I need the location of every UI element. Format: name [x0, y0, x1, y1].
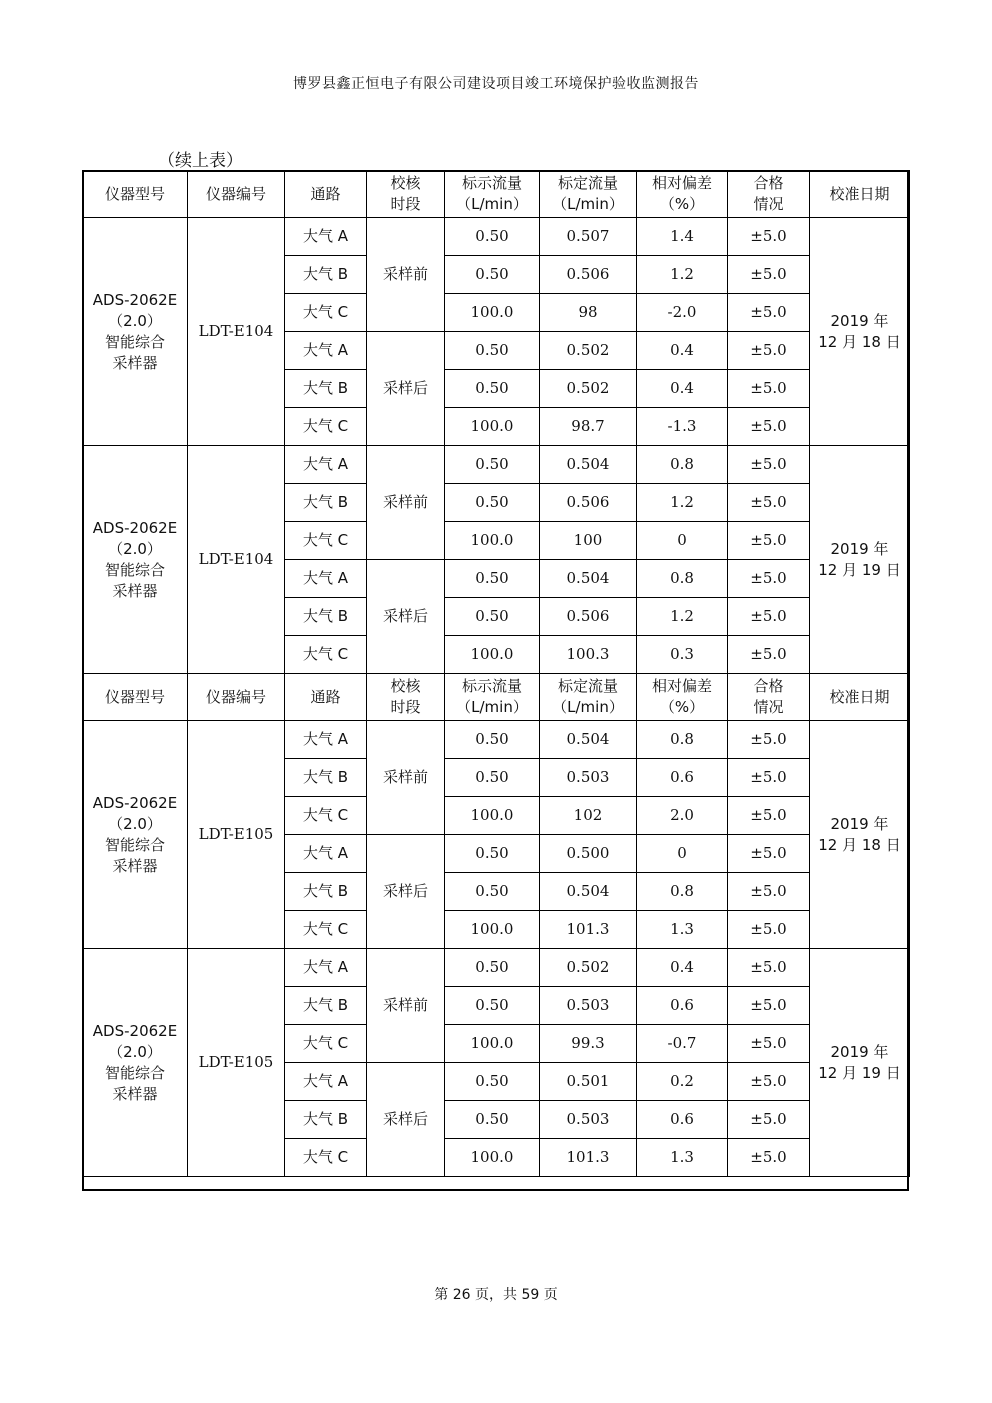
header-relative-deviation-line: 相对偏差 [651, 174, 712, 192]
relative-deviation-cell: 0 [637, 835, 728, 873]
header-model-line: 仪器型号 [104, 184, 165, 203]
pass-status-cell: ±5.0 [728, 332, 810, 370]
relative-deviation-cell: 0.6 [637, 987, 728, 1025]
instrument-model-line: 智能综合 [104, 560, 165, 579]
instrument-model-line: （2.0） [108, 1042, 162, 1061]
channel-cell: 大气 B [285, 1101, 367, 1139]
relative-deviation-cell: 0.2 [637, 1063, 728, 1101]
header-calibrated-flow-line: 标定流量 [557, 174, 618, 192]
relative-deviation-cell: 1.3 [637, 911, 728, 949]
table-row [83, 721, 910, 759]
pass-status-cell: ±5.0 [728, 446, 810, 484]
instrument-serial-cell: LDT-E105 [188, 721, 285, 949]
instrument-model-cell [83, 446, 188, 674]
pass-status-cell: ±5.0 [728, 218, 810, 256]
indicated-flow-cell: 0.50 [445, 446, 540, 484]
header-pass-status-line: 合格 [753, 174, 784, 192]
period-cell: 采样前 [367, 218, 445, 332]
period-cell: 采样后 [367, 835, 445, 949]
relative-deviation-cell: 0.8 [637, 873, 728, 911]
indicated-flow-cell: 100.0 [445, 1025, 540, 1063]
indicated-flow-cell: 0.50 [445, 873, 540, 911]
header-calibration-date [810, 171, 910, 218]
header-relative-deviation-line: 相对偏差 [651, 677, 712, 695]
header-pass-status [728, 674, 810, 721]
channel-cell: 大气 C [285, 408, 367, 446]
channel-cell: 大气 A [285, 1063, 367, 1101]
table-header-row [83, 171, 910, 218]
table-row [83, 218, 910, 256]
header-model [83, 674, 188, 721]
calibration-date-line: 12 月 18 日 [818, 332, 901, 351]
indicated-flow-cell: 100.0 [445, 911, 540, 949]
indicated-flow-cell: 100.0 [445, 408, 540, 446]
header-calibrated-flow-line: 标定流量 [557, 677, 618, 695]
relative-deviation-cell: 1.2 [637, 484, 728, 522]
header-period [367, 171, 445, 218]
header-period-line: 时段 [390, 195, 421, 213]
header-model-line: 仪器型号 [104, 687, 165, 706]
relative-deviation-cell: 0 [637, 522, 728, 560]
pass-status-cell: ±5.0 [728, 873, 810, 911]
channel-cell: 大气 C [285, 911, 367, 949]
relative-deviation-cell: -0.7 [637, 1025, 728, 1063]
calibrated-flow-cell: 0.504 [540, 721, 637, 759]
pass-status-cell: ±5.0 [728, 911, 810, 949]
calibrated-flow-cell: 0.506 [540, 256, 637, 294]
calibrated-flow-cell: 0.503 [540, 987, 637, 1025]
relative-deviation-cell: 0.6 [637, 759, 728, 797]
relative-deviation-cell: 1.4 [637, 218, 728, 256]
table-row [83, 446, 910, 484]
instrument-model-line: 采样器 [112, 581, 158, 600]
calibration-date-line: 2019 年 [830, 814, 889, 833]
indicated-flow-cell: 0.50 [445, 987, 540, 1025]
instrument-model-line: ADS-2062E [92, 1021, 178, 1040]
indicated-flow-cell: 0.50 [445, 332, 540, 370]
calibration-date-line: 2019 年 [830, 1042, 889, 1061]
relative-deviation-cell: 2.0 [637, 797, 728, 835]
calibrated-flow-cell: 100 [540, 522, 637, 560]
header-pass-status [728, 171, 810, 218]
pass-status-cell: ±5.0 [728, 636, 810, 674]
pass-status-cell: ±5.0 [728, 1063, 810, 1101]
calibrated-flow-cell: 0.506 [540, 598, 637, 636]
pass-status-cell: ±5.0 [728, 797, 810, 835]
header-relative-deviation-line: （%） [659, 195, 705, 213]
calibration-date-line: 12 月 18 日 [818, 835, 901, 854]
instrument-model-line: （2.0） [108, 539, 162, 558]
indicated-flow-cell: 0.50 [445, 256, 540, 294]
instrument-model-cell [83, 949, 188, 1177]
channel-cell: 大气 C [285, 522, 367, 560]
indicated-flow-cell: 100.0 [445, 522, 540, 560]
calibrated-flow-cell: 98 [540, 294, 637, 332]
channel-cell: 大气 B [285, 598, 367, 636]
indicated-flow-cell: 100.0 [445, 797, 540, 835]
period-cell: 采样后 [367, 1063, 445, 1177]
calibration-date-cell [810, 446, 910, 674]
indicated-flow-cell: 0.50 [445, 835, 540, 873]
indicated-flow-cell: 100.0 [445, 294, 540, 332]
header-indicated-flow [445, 171, 540, 218]
instrument-model-line: ADS-2062E [92, 518, 178, 537]
calibration-date-line: 12 月 19 日 [818, 560, 901, 579]
calibration-date-line: 2019 年 [830, 311, 889, 330]
header-serial-line: 仪器编号 [205, 687, 266, 706]
calibration-date-line: 2019 年 [830, 539, 889, 558]
header-serial [188, 171, 285, 218]
channel-cell: 大气 C [285, 1025, 367, 1063]
pass-status-cell: ±5.0 [728, 294, 810, 332]
calibration-date-cell [810, 949, 910, 1177]
channel-cell: 大气 A [285, 218, 367, 256]
table-row [83, 949, 910, 987]
period-cell: 采样前 [367, 949, 445, 1063]
channel-cell: 大气 B [285, 759, 367, 797]
header-period-line: 时段 [390, 698, 421, 716]
header-relative-deviation-line: （%） [659, 698, 705, 716]
header-channel [285, 171, 367, 218]
header-period-line: 校核 [390, 174, 421, 192]
relative-deviation-cell: 0.4 [637, 370, 728, 408]
channel-cell: 大气 B [285, 370, 367, 408]
calibrated-flow-cell: 0.500 [540, 835, 637, 873]
relative-deviation-cell: 0.6 [637, 1101, 728, 1139]
instrument-serial-cell: LDT-E104 [188, 446, 285, 674]
relative-deviation-cell: 1.3 [637, 1139, 728, 1177]
calibrated-flow-cell: 0.503 [540, 1101, 637, 1139]
channel-cell: 大气 C [285, 636, 367, 674]
channel-cell: 大气 B [285, 256, 367, 294]
header-calibration-date [810, 674, 910, 721]
instrument-model-line: 采样器 [112, 353, 158, 372]
header-relative-deviation [637, 674, 728, 721]
instrument-serial-cell: LDT-E105 [188, 949, 285, 1177]
indicated-flow-cell: 0.50 [445, 949, 540, 987]
header-indicated-flow-line: （L/min） [456, 698, 528, 716]
header-model [83, 171, 188, 218]
pass-status-cell: ±5.0 [728, 256, 810, 294]
pass-status-cell: ±5.0 [728, 1101, 810, 1139]
header-channel-line: 通路 [310, 184, 341, 203]
calibrated-flow-cell: 0.503 [540, 759, 637, 797]
calibrated-flow-cell: 0.504 [540, 560, 637, 598]
channel-cell: 大气 B [285, 987, 367, 1025]
channel-cell: 大气 A [285, 446, 367, 484]
instrument-model-line: ADS-2062E [92, 793, 178, 812]
header-calibration-date-line: 校准日期 [829, 687, 890, 706]
relative-deviation-cell: -1.3 [637, 408, 728, 446]
header-serial-line: 仪器编号 [205, 184, 266, 203]
pass-status-cell: ±5.0 [728, 522, 810, 560]
pass-status-cell: ±5.0 [728, 408, 810, 446]
page-header-title: 博罗县鑫正恒电子有限公司建设项目竣工环境保护验收监测报告 [293, 76, 699, 92]
period-cell: 采样后 [367, 560, 445, 674]
indicated-flow-cell: 100.0 [445, 636, 540, 674]
channel-cell: 大气 C [285, 797, 367, 835]
indicated-flow-cell: 100.0 [445, 1139, 540, 1177]
calibrated-flow-cell: 0.504 [540, 446, 637, 484]
indicated-flow-cell: 0.50 [445, 218, 540, 256]
header-calibrated-flow-line: （L/min） [552, 698, 624, 716]
pass-status-cell: ±5.0 [728, 1139, 810, 1177]
period-cell: 采样前 [367, 446, 445, 560]
period-cell: 采样后 [367, 332, 445, 446]
instrument-model-line: 智能综合 [104, 835, 165, 854]
header-indicated-flow [445, 674, 540, 721]
instrument-model-line: （2.0） [108, 311, 162, 330]
pass-status-cell: ±5.0 [728, 560, 810, 598]
relative-deviation-cell: 0.8 [637, 446, 728, 484]
relative-deviation-cell: 0.8 [637, 721, 728, 759]
channel-cell: 大气 B [285, 873, 367, 911]
instrument-model-line: 智能综合 [104, 332, 165, 351]
instrument-model-line: 采样器 [112, 856, 158, 875]
instrument-model-line: 智能综合 [104, 1063, 165, 1082]
indicated-flow-cell: 0.50 [445, 721, 540, 759]
header-pass-status-line: 情况 [753, 698, 784, 716]
header-pass-status-line: 情况 [753, 195, 784, 213]
header-channel [285, 674, 367, 721]
instrument-model-line: （2.0） [108, 814, 162, 833]
channel-cell: 大气 A [285, 835, 367, 873]
calibrated-flow-cell: 100.3 [540, 636, 637, 674]
indicated-flow-cell: 0.50 [445, 598, 540, 636]
header-indicated-flow-line: （L/min） [456, 195, 528, 213]
instrument-model-cell [83, 721, 188, 949]
relative-deviation-cell: 1.2 [637, 598, 728, 636]
calibrated-flow-cell: 0.504 [540, 873, 637, 911]
relative-deviation-cell: 0.4 [637, 949, 728, 987]
header-indicated-flow-line: 标示流量 [461, 174, 522, 192]
instrument-model-cell [83, 218, 188, 446]
calibrated-flow-cell: 0.502 [540, 332, 637, 370]
header-channel-line: 通路 [310, 687, 341, 706]
indicated-flow-cell: 0.50 [445, 484, 540, 522]
calibrated-flow-cell: 0.501 [540, 1063, 637, 1101]
calibration-date-line: 12 月 19 日 [818, 1063, 901, 1082]
header-indicated-flow-line: 标示流量 [461, 677, 522, 695]
header-relative-deviation [637, 171, 728, 218]
relative-deviation-cell: 0.3 [637, 636, 728, 674]
calibrated-flow-cell: 98.7 [540, 408, 637, 446]
indicated-flow-cell: 0.50 [445, 1063, 540, 1101]
channel-cell: 大气 A [285, 721, 367, 759]
pass-status-cell: ±5.0 [728, 949, 810, 987]
calibrated-flow-cell: 101.3 [540, 1139, 637, 1177]
channel-cell: 大气 C [285, 1139, 367, 1177]
relative-deviation-cell: 1.2 [637, 256, 728, 294]
calibration-table-body [83, 171, 910, 1177]
pass-status-cell: ±5.0 [728, 484, 810, 522]
pass-status-cell: ±5.0 [728, 370, 810, 408]
header-calibrated-flow-line: （L/min） [552, 195, 624, 213]
channel-cell: 大气 A [285, 949, 367, 987]
pass-status-cell: ±5.0 [728, 721, 810, 759]
pass-status-cell: ±5.0 [728, 835, 810, 873]
pass-status-cell: ±5.0 [728, 598, 810, 636]
period-cell: 采样前 [367, 721, 445, 835]
header-pass-status-line: 合格 [753, 677, 784, 695]
pass-status-cell: ±5.0 [728, 759, 810, 797]
pass-status-cell: ±5.0 [728, 1025, 810, 1063]
indicated-flow-cell: 0.50 [445, 560, 540, 598]
header-calibrated-flow [540, 674, 637, 721]
header-calibrated-flow [540, 171, 637, 218]
indicated-flow-cell: 0.50 [445, 1101, 540, 1139]
channel-cell: 大气 B [285, 484, 367, 522]
calibrated-flow-cell: 101.3 [540, 911, 637, 949]
calibrated-flow-cell: 99.3 [540, 1025, 637, 1063]
calibration-date-cell [810, 218, 910, 446]
header-period [367, 674, 445, 721]
calibrated-flow-cell: 102 [540, 797, 637, 835]
relative-deviation-cell: 0.8 [637, 560, 728, 598]
page-footer: 第 26 页，共 59 页 [434, 1287, 558, 1303]
calibration-date-cell [810, 721, 910, 949]
header-period-line: 校核 [390, 677, 421, 695]
instrument-model-line: 采样器 [112, 1084, 158, 1103]
instrument-serial-cell: LDT-E104 [188, 218, 285, 446]
header-calibration-date-line: 校准日期 [829, 184, 890, 203]
calibration-table [82, 170, 910, 1177]
calibrated-flow-cell: 0.502 [540, 370, 637, 408]
indicated-flow-cell: 0.50 [445, 759, 540, 797]
calibrated-flow-cell: 0.506 [540, 484, 637, 522]
channel-cell: 大气 A [285, 332, 367, 370]
relative-deviation-cell: 0.4 [637, 332, 728, 370]
calibrated-flow-cell: 0.502 [540, 949, 637, 987]
calibrated-flow-cell: 0.507 [540, 218, 637, 256]
table-caption: （续上表） [158, 151, 243, 171]
channel-cell: 大气 A [285, 560, 367, 598]
channel-cell: 大气 C [285, 294, 367, 332]
instrument-model-line: ADS-2062E [92, 290, 178, 309]
indicated-flow-cell: 0.50 [445, 370, 540, 408]
header-serial [188, 674, 285, 721]
pass-status-cell: ±5.0 [728, 987, 810, 1025]
table-header-row [83, 674, 910, 721]
relative-deviation-cell: -2.0 [637, 294, 728, 332]
